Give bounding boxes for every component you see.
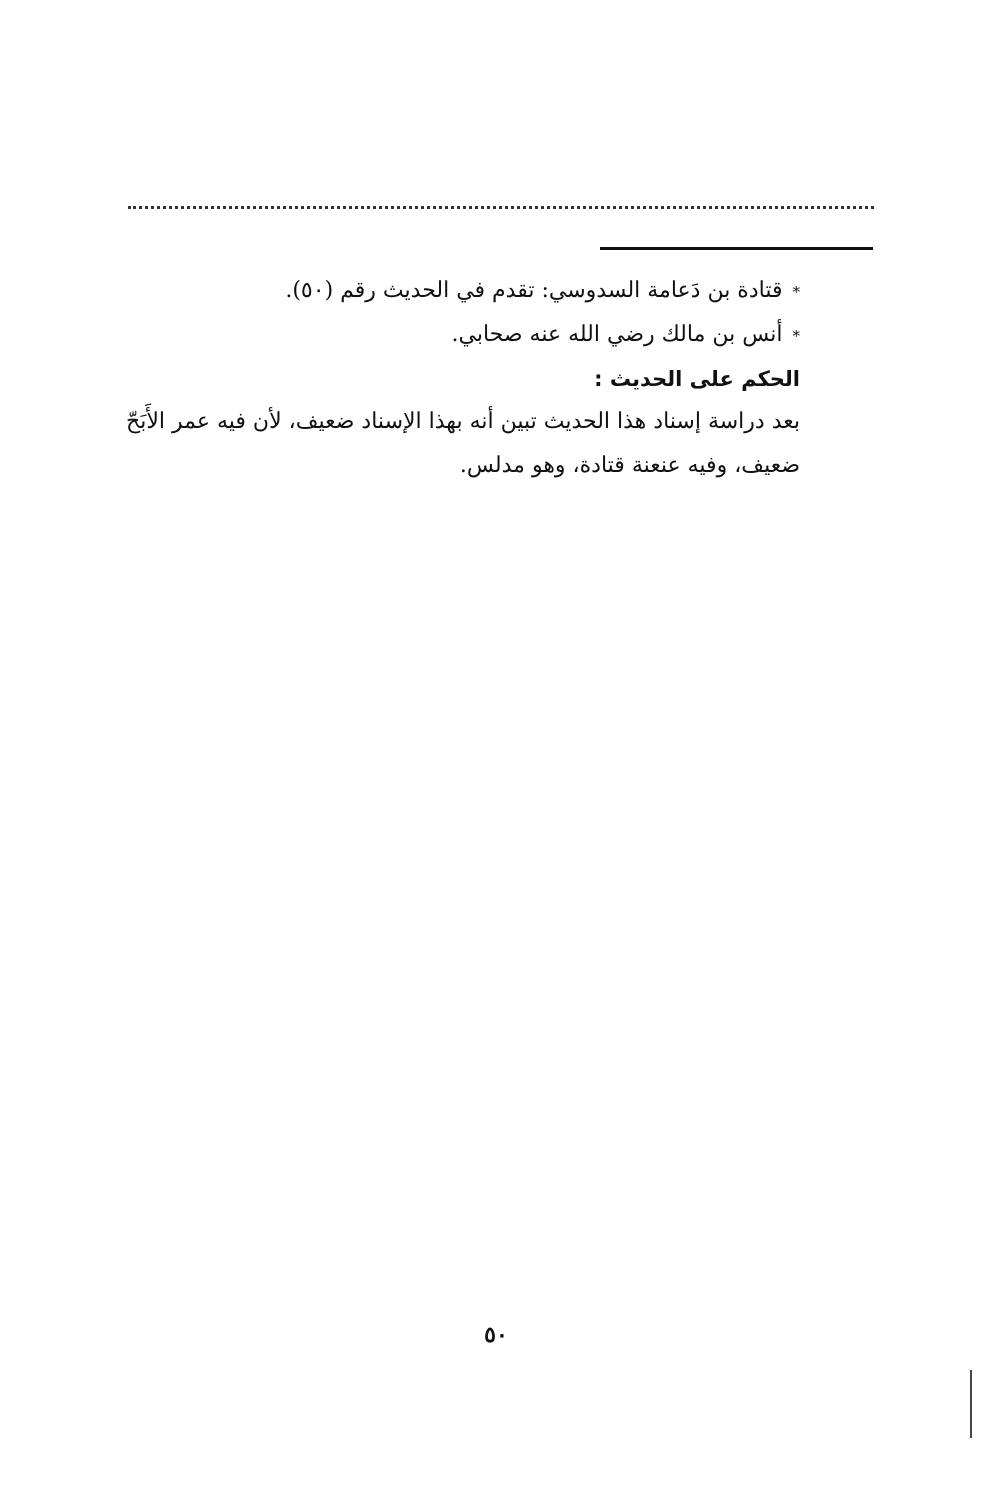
ruling-paragraph-line-1: بعد دراسة إسناد هذا الحديث تبين أنه بهذا الإسناد ضعيف، لأن فيه عمر الأَبَحّ: [126, 409, 800, 434]
page-number: ٥٠: [484, 1322, 508, 1348]
ruling-paragraph-line-2: ضعيف، وفيه عنعنة قتادة، وهو مدلس.: [459, 453, 800, 478]
narrator-text: قتادة بن دَعامة السدوسي: تقدم في الحديث رقم (٥٠).: [285, 278, 783, 303]
dotted-separator: [128, 206, 874, 209]
narrator-line-qatada: [285, 276, 800, 307]
narrator-line-anas: [452, 320, 800, 351]
footnote-rule: [600, 247, 873, 250]
narrator-text: أنس بن مالك رضي الله عنه صحابي.: [451, 322, 783, 347]
asterisk-bullet-icon: *: [792, 327, 800, 345]
margin-bar: [970, 1370, 972, 1438]
asterisk-bullet-icon: *: [792, 283, 800, 301]
ruling-heading: الحكم على الحديث :: [594, 367, 800, 391]
